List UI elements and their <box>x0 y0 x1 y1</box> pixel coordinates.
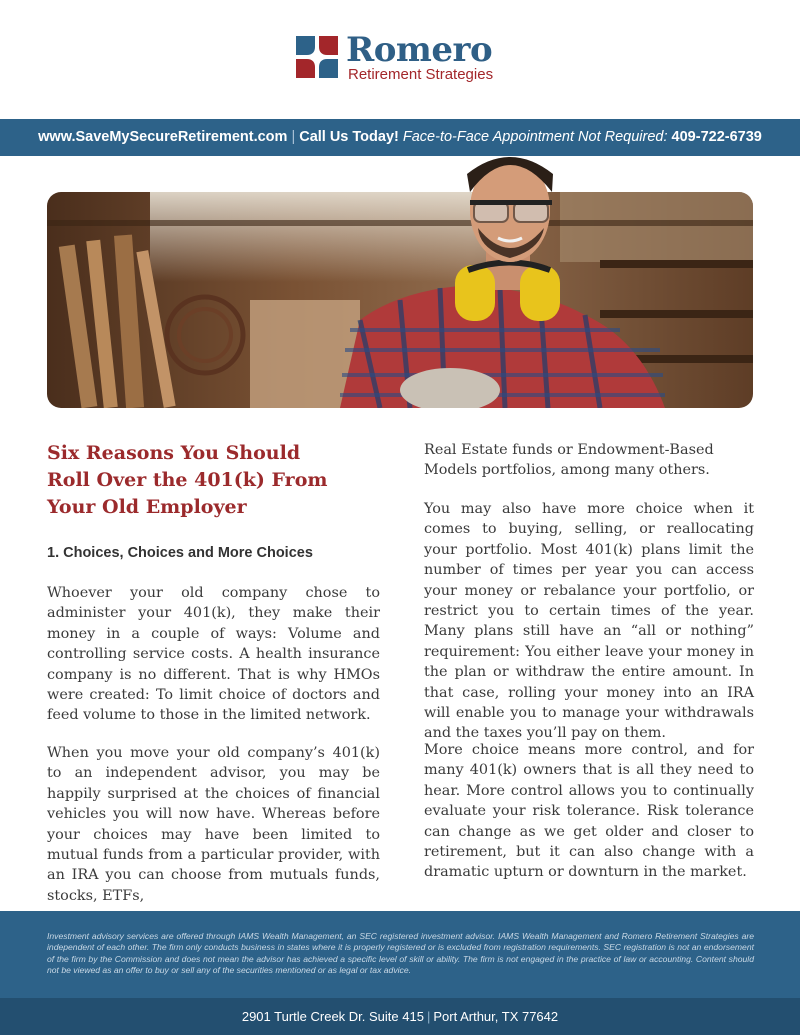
appointment-note: Face-to-Face Appointment Not Required: <box>402 129 668 145</box>
company-logo <box>294 30 554 86</box>
section-heading: 1. Choices, Choices and More Choices <box>47 545 313 561</box>
logo-quatrefoil-icon <box>294 34 340 80</box>
street-address: 2901 Turtle Creek Dr. Suite 415 <box>241 1009 424 1024</box>
city-address: Port Arthur, TX 77642 <box>433 1009 559 1024</box>
paragraph: More choice means more control, and for many 401(k) owners that is all they need to hear. More control allows you to continually evaluate your risk tolerance. Risk tolerance can change as we get older and closer to retirement, but it can also change with a dramatic upturn or downturn in the market. <box>424 742 754 881</box>
website-link[interactable]: www.SaveMySecureRetirement.com <box>38 129 288 145</box>
paragraph: Real Estate funds or Endowment-Based Models portfolios, among many others. <box>424 442 714 479</box>
paragraph: Whoever your old company chose to administer your 401(k), they make their money in a couple of ways: Volume and controlling service costs. A health insurance company is no different. That is why HMOs were created: To limit choice of doctors and feed volume to those in the limited network. <box>47 585 380 724</box>
disclaimer-band <box>0 911 800 998</box>
phone-link[interactable]: 409-722-6739 <box>671 129 762 145</box>
hero-photo <box>0 150 800 408</box>
disclaimer-text: Investment advisory services are offered through IAMS Wealth Management, an SEC registered investment advisor. IAMS Wealth Management and Romero Retirement Strategies are independent of each other. The firm only conducts business in states where it is properly registered or is excluded from registration requirements. SEC registration is not an endorsement of the firm by the Commission and does not mean the advisor has achieved a specific level of skill or ability. The firm is not engaged in the practice of law or accounting. Content should not be viewed as an offer to buy or sell any of the securities mentioned or as legal or tax advice. <box>47 931 754 976</box>
separator: | <box>291 129 296 145</box>
paragraph: When you move your old company’s 401(k) to an independent advisor, you may be happily surprised at the choices of financial vehicles you will now have. Whereas before your choices may have been limited to mutual funds from a particular provider, with an IRA you can choose from mutuals funds, stocks, ETFs, <box>47 745 380 904</box>
address-bar <box>0 998 800 1035</box>
title-line: Roll Over the 401(k) From <box>47 469 328 491</box>
logo-name: Romero <box>346 30 493 70</box>
paragraph: You may also have more choice when it comes to buying, selling, or reallocating your portfolio. Most 401(k) plans limit the number of times per year you can access your money or rebalance your portfolio, or restrict you to certain times of the year. Many plans still have an “all or nothing” requirement: You either leave your money in the plan or withdraw the entire amount. In that case, rolling your money into an IRA will enable you to manage your withdrawals and the taxes you’ll pay on them. <box>424 501 754 742</box>
article-title <box>47 440 377 521</box>
title-line: Six Reasons You Should <box>47 442 301 464</box>
title-line: Your Old Employer <box>47 496 247 518</box>
logo-tagline: Retirement Strategies <box>348 66 494 83</box>
call-label: Call Us Today! <box>299 129 399 145</box>
separator: | <box>426 1009 431 1024</box>
